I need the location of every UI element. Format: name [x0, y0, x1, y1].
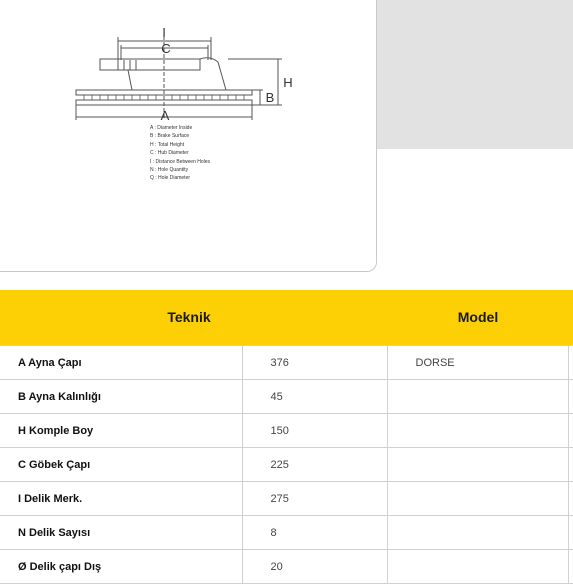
- header-model: Model: [457, 309, 499, 325]
- table-header: [0, 290, 573, 345]
- row-model: [387, 380, 568, 414]
- legend-item: I : Distance Between Holes: [150, 158, 211, 165]
- dim-label-a: A: [160, 108, 170, 123]
- row-label: N Delik Sayısı: [0, 516, 242, 550]
- legend-item: N : Hole Quantity: [150, 167, 189, 174]
- row-model: [387, 482, 568, 516]
- table-row: [0, 550, 573, 584]
- table-row: [0, 482, 573, 516]
- legend-item: H : Total Height: [150, 141, 185, 148]
- side-panel: [377, 0, 573, 149]
- hub-flange: [100, 59, 200, 70]
- table-row: [0, 414, 573, 448]
- dim-label-c: C: [161, 41, 171, 56]
- hub-profile: [200, 58, 226, 90]
- dim-label-b: B: [265, 90, 275, 105]
- row-value: 20: [242, 550, 387, 584]
- row-value: 150: [242, 414, 387, 448]
- row-value: 376: [242, 346, 387, 380]
- legend-item: Q : Hole Diameter: [150, 175, 191, 182]
- dim-label-i: I: [162, 25, 166, 40]
- row-model: [387, 448, 568, 482]
- row-model: [387, 414, 568, 448]
- legend-item: B : Brake Surface: [150, 133, 190, 140]
- legend-item: A : Diameter Inside: [150, 125, 193, 131]
- row-model: DORSE: [387, 346, 568, 380]
- row-label: C Göbek Çapı: [0, 448, 242, 482]
- table-row: [0, 448, 573, 482]
- row-value: 225: [242, 448, 387, 482]
- row-label: Ø Delik çapı Dış: [0, 550, 242, 584]
- row-value: 275: [242, 482, 387, 516]
- row-model: [387, 516, 568, 550]
- row-label: H Komple Boy: [0, 414, 242, 448]
- legend-item: C : Hub Diameter: [150, 150, 189, 157]
- row-value: 45: [242, 380, 387, 414]
- row-label: A Ayna Çapı: [0, 346, 242, 380]
- row-label: B Ayna Kalınlığı: [0, 380, 242, 414]
- row-label: I Delik Merk.: [0, 482, 242, 516]
- table-row: [0, 380, 573, 414]
- dim-label-h: H: [283, 75, 293, 90]
- header-teknik: Teknik: [167, 309, 211, 325]
- diagram-legend: [150, 124, 210, 183]
- row-model: [387, 550, 568, 584]
- table-row: [0, 346, 573, 380]
- row-value: 8: [242, 516, 387, 550]
- spec-table: [0, 345, 573, 584]
- table-row: [0, 516, 573, 550]
